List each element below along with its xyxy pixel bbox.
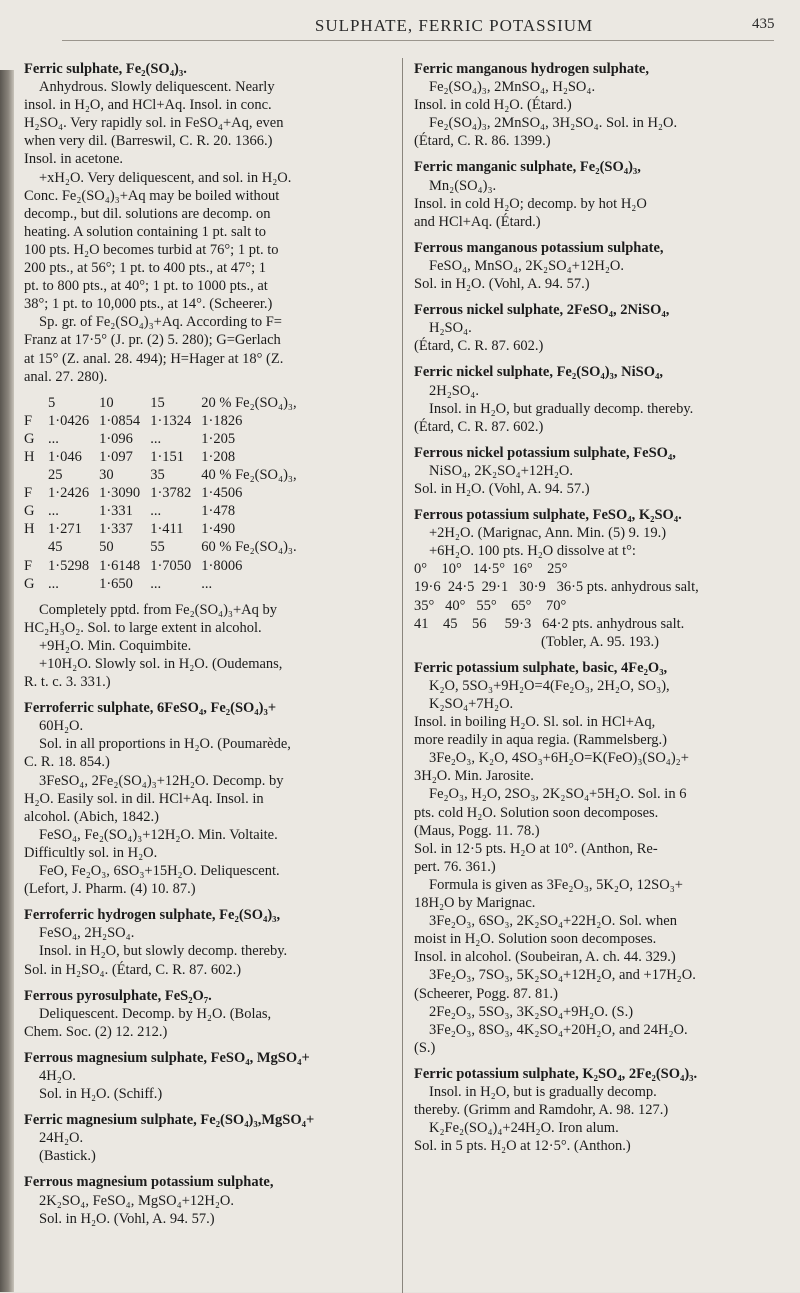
entry-text: (Scheerer, Pogg. 87. 81.): [414, 985, 558, 1002]
data-table: [24, 394, 307, 593]
entry-text: NiSO₄, 2K₂SO₄+12H₂O.: [429, 462, 574, 479]
table-cell: 1·096: [99, 430, 133, 447]
entry-text: pert. 76. 361.): [414, 858, 496, 875]
column-divider: [402, 58, 403, 1293]
table-cell: 1·331: [99, 503, 133, 520]
dictionary-entry: [414, 1065, 786, 1155]
entry-text: 3Fe₂O₃, 6SO₃, 2K₂SO₄+22H₂O. Sol. when: [429, 913, 677, 930]
entry-text: HC₂H₃O₂. Sol. to large extent in alcohol.: [24, 619, 262, 636]
specific-gravity-table: [24, 394, 396, 593]
table-cell: 50: [99, 539, 114, 556]
table-cell: ...: [150, 575, 162, 592]
entry-heading: Ferroferric sulphate, 6FeSO₄, Fe₂(SO₄)₃+: [24, 700, 277, 717]
entry-text: heating. A solution containing 1 pt. salt to: [24, 223, 267, 240]
entry-text: H₂SO₄. Very rapidly sol. in FeSO₄+Aq, even: [24, 115, 284, 132]
table-row: [24, 466, 307, 484]
entry-text: 3Fe₂O₃, 8SO₃, 4K₂SO₄+20H₂O, and 24H₂O.: [429, 1021, 688, 1038]
entry-heading: Ferroferric hydrogen sulphate, Fe₂(SO₄)₃,: [24, 907, 281, 924]
entry-text: 19·6 24·5 29·1 30·9 36·5 pts. anhydrous salt,: [414, 579, 699, 596]
table-cell: G: [24, 503, 35, 520]
table-cell: 1·490: [201, 521, 236, 538]
entry-text: (Tobler, A. 95. 193.): [540, 633, 659, 650]
page-binding-shadow: [0, 70, 14, 1292]
entry-text: 18H₂O by Marignac.: [414, 895, 536, 912]
entry-text: 38°; 1 pt. to 10,000 pts., at 14°. (Scheerer.): [24, 296, 273, 313]
table-row: [24, 520, 307, 538]
entry-text: FeSO₄, 2H₂SO₄.: [39, 925, 135, 942]
table-cell: 1·0426: [48, 412, 90, 429]
table-cell: 35: [150, 467, 165, 484]
entry-text: 3H₂O. Min. Jarosite.: [414, 768, 534, 785]
entry-text: K₂SO₄+7H₂O.: [429, 696, 514, 712]
table-cell: 20 % Fe₂(SO₄)₃,: [201, 394, 297, 411]
entry-text: Insol. in cold H₂O; decomp. by hot H₂O: [414, 195, 647, 212]
table-cell: 1·2426: [48, 485, 90, 502]
entry-text: 35° 40° 55° 65° 70°: [414, 597, 567, 614]
table-cell: 1·1324: [150, 412, 192, 429]
dictionary-entry: [414, 158, 786, 230]
table-cell: F: [24, 557, 33, 574]
entry-text: Difficultly sol. in H₂O.: [24, 844, 158, 861]
entry-text: Mn₂(SO₄)₃.: [429, 177, 497, 194]
entry-text: Insol. in H₂O, but is gradually decomp.: [429, 1083, 657, 1100]
entry-text: pt. to 800 pts., at 40°; 1 pt. to 1000 pts., at: [24, 278, 268, 295]
table-cell: 1·411: [150, 521, 184, 538]
table-cell: G: [24, 575, 35, 592]
dictionary-entry: [24, 60, 396, 386]
entry-text: +10H₂O. Slowly sol. in H₂O. (Oudemans,: [39, 656, 283, 672]
entry-heading: Ferric nickel sulphate, Fe₂(SO₄)₃, NiSO₄,: [414, 364, 663, 381]
table-cell: 1·097: [99, 448, 133, 465]
table-cell: 1·151: [150, 448, 185, 465]
dictionary-entry: [414, 659, 786, 1057]
entry-heading: Ferrous manganous potassium sulphate,: [414, 239, 664, 256]
entry-heading: Ferric manganic sulphate, Fe₂(SO₄)₃,: [414, 159, 641, 176]
header-rule: [62, 40, 774, 41]
entry-text: (Étard, C. R. 86. 1399.): [414, 133, 551, 150]
table-row: [24, 430, 307, 448]
table-cell: 1·8006: [201, 557, 243, 574]
entry-text: 24H₂O.: [39, 1130, 84, 1147]
table-cell: 1·337: [99, 521, 133, 538]
table-cell: 10: [99, 394, 114, 411]
entry-text: Deliquescent. Decomp. by H₂O. (Bolas,: [39, 1005, 272, 1022]
entry-text: 200 pts., at 56°; 1 pt. to 400 pts., at 47°; 1: [24, 260, 266, 277]
table-cell: 40 % Fe₂(SO₄)₃,: [201, 467, 297, 484]
entry-text: Conc. Fe₂(SO₄)₃+Aq may be boiled without: [24, 187, 280, 204]
entry-text: decomp., but dil. solutions are decomp. on: [24, 205, 271, 222]
entry-heading: Ferrous magnesium sulphate, FeSO₄, MgSO₄+: [24, 1049, 310, 1066]
table-row: [24, 412, 307, 430]
dictionary-entry: [24, 699, 396, 898]
entry-text: Insol. in cold H₂O. (Étard.): [414, 97, 572, 114]
entry-text: R. t. c. 3. 331.): [24, 674, 111, 691]
entry-text: FeO, Fe₂O₃, 6SO₃+15H₂O. Deliquescent.: [39, 863, 280, 880]
table-cell: 1·4506: [201, 485, 243, 502]
entry-text: +9H₂O. Min. Coquimbite.: [39, 637, 192, 654]
entry-text: 2H₂SO₄.: [429, 382, 479, 399]
entry-text: (Maus, Pogg. 11. 78.): [414, 822, 540, 839]
entry-text: (Lefort, J. Pharm. (4) 10. 87.): [24, 881, 196, 898]
entry-text: K₂Fe₂(SO₄)₄+24H₂O. Iron alum.: [429, 1120, 619, 1137]
table-row: [24, 448, 307, 466]
entry-text: 41 45 56 59·3 64·2 pts. anhydrous salt.: [414, 615, 685, 632]
table-cell: [24, 394, 48, 412]
entry-text: Insol. in acetone.: [24, 151, 124, 168]
table-cell: 1·0854: [99, 412, 141, 429]
entry-text: Insol. in boiling H₂O. Sl. sol. in HCl+Aq,: [414, 714, 656, 731]
entry-text: FeSO₄, MnSO₄, 2K₂SO₄+12H₂O.: [429, 257, 624, 274]
entry-text: Sol. in H₂O. (Vohl, A. 94. 57.): [39, 1210, 215, 1227]
entry-text: and HCl+Aq. (Étard.): [414, 213, 541, 230]
entry-heading: Ferrous pyrosulphate, FeS₂O₇.: [24, 987, 212, 1004]
table-cell: 1·1826: [201, 412, 243, 429]
table-cell: 55: [150, 539, 165, 556]
dictionary-entry: [414, 444, 786, 498]
running-header: SULPHATE, FERRIC POTASSIUM: [314, 16, 594, 35]
entry-text: 60H₂O.: [39, 718, 84, 735]
right-column: [414, 60, 786, 1163]
entry-text: Insol. in H₂O, but gradually decomp. thereby.: [429, 400, 694, 417]
table-cell: 25: [48, 467, 63, 484]
entry-text: Sol. in 12·5 pts. H₂O at 10°. (Anthon, Re-: [414, 840, 658, 857]
table-cell: ...: [150, 430, 162, 447]
entry-heading: Ferrous magnesium potassium sulphate,: [24, 1174, 274, 1191]
entry-text: +2H₂O. (Marignac, Ann. Min. (5) 9. 19.): [429, 525, 667, 542]
dictionary-entry: [24, 601, 396, 691]
entry-text: 3Fe₂O₃, 7SO₃, 5K₂SO₄+12H₂O, and +17H₂O.: [429, 967, 696, 984]
entry-text: Formula is given as 3Fe₂O₃, 5K₂O, 12SO₃+: [429, 876, 683, 893]
entry-text: H₂SO₄.: [429, 320, 472, 337]
table-cell: G: [24, 430, 35, 447]
table-cell: F: [24, 412, 33, 429]
entry-text: (Étard, C. R. 87. 602.): [414, 338, 544, 355]
table-cell: [24, 466, 48, 484]
entry-text: 3FeSO₄, 2Fe₂(SO₄)₃+12H₂O. Decomp. by: [39, 772, 284, 789]
entry-text: 3Fe₂O₃, K₂O, 4SO₃+6H₂O=K(FeO)₃(SO₄)₂+: [429, 750, 689, 767]
table-cell: 60 % Fe₂(SO₄)₃.: [201, 539, 297, 556]
entry-text: Insol. in alcohol. (Soubeiran, A. ch. 44. 329.): [414, 949, 676, 966]
dictionary-entry: [414, 60, 786, 150]
entry-text: at 15° (Z. anal. 28. 494); H=Hager at 18° (Z.: [24, 350, 284, 367]
dictionary-entry: [24, 1173, 396, 1227]
entry-text: Sol. in H₂SO₄. (Étard, C. R. 87. 602.): [24, 961, 242, 978]
entry-text: (S.): [414, 1039, 436, 1056]
table-cell: [24, 538, 48, 556]
entry-heading: Ferric potassium sulphate, K₂SO₄, 2Fe₂(SO₄)₃.: [414, 1065, 698, 1082]
table-cell: 1·046: [48, 448, 82, 465]
entry-text: K₂O, 5SO₃+9H₂O=4(Fe₂O₃, 2H₂O, SO₃),: [429, 677, 670, 694]
dictionary-entry: [24, 987, 396, 1041]
entry-heading: Ferric sulphate, Fe₂(SO₄)₃.: [24, 61, 187, 77]
table-cell: 1·208: [201, 448, 236, 465]
table-cell: 1·5298: [48, 557, 90, 574]
entry-text: Sol. in 5 pts. H₂O at 12·5°. (Anthon.): [414, 1138, 631, 1155]
entry-text: Completely pptd. from Fe₂(SO₄)₃+Aq by: [39, 601, 278, 618]
entry-text: 4H₂O.: [39, 1067, 76, 1084]
entry-heading: Ferrous nickel sulphate, 2FeSO₄, 2NiSO₄,: [414, 302, 670, 319]
table-cell: 1·205: [201, 430, 236, 447]
entry-heading: Ferric magnesium sulphate, Fe₂(SO₄)₃,MgSO₄+: [24, 1112, 315, 1129]
table-cell: 1·3090: [99, 485, 141, 502]
table-row: [24, 502, 307, 520]
entry-text: +xH₂O. Very deliquescent, and sol. in H₂O.: [39, 169, 292, 186]
left-column: [24, 60, 396, 1236]
entry-text: insol. in H₂O, and HCl+Aq. Insol. in conc.: [24, 97, 272, 114]
table-cell: H: [24, 521, 35, 538]
entry-text: FeSO₄, Fe₂(SO₄)₃+12H₂O. Min. Voltaite.: [39, 826, 278, 843]
entry-text: +6H₂O. 100 pts. H₂O dissolve at t°:: [429, 543, 636, 560]
entry-text: Anhydrous. Slowly deliquescent. Nearly: [39, 79, 275, 96]
entry-heading: Ferrous nickel potassium sulphate, FeSO₄,: [414, 444, 676, 461]
entry-text: moist in H₂O. Solution soon decomposes.: [414, 931, 657, 948]
entry-text: 2K₂SO₄, FeSO₄, MgSO₄+12H₂O.: [39, 1192, 234, 1209]
table-cell: 5: [48, 394, 56, 411]
dictionary-entry: [24, 1111, 396, 1165]
page-number: 435: [752, 16, 775, 32]
entry-heading: Ferric potassium sulphate, basic, 4Fe₂O₃,: [414, 659, 668, 676]
entry-text: pts. cold H₂O. Solution soon decomposes.: [414, 804, 659, 821]
dictionary-entry: [414, 506, 786, 651]
table-cell: 1·3782: [150, 485, 192, 502]
entry-text: Fe₂(SO₄)₃, 2MnSO₄, H₂SO₄.: [429, 79, 596, 96]
dictionary-entry: [414, 363, 786, 435]
table-row: [24, 538, 307, 556]
dictionary-entry: [414, 239, 786, 293]
table-row: [24, 557, 307, 575]
table-cell: 1·6148: [99, 557, 141, 574]
entry-text: Fe₂O₃, H₂O, 2SO₃, 2K₂SO₄+5H₂O. Sol. in 6: [429, 786, 687, 803]
table-row: [24, 575, 307, 593]
table-cell: 30: [99, 467, 114, 484]
table-cell: ...: [48, 575, 59, 592]
table-cell: H: [24, 448, 35, 465]
table-cell: 15: [150, 394, 165, 411]
entry-text: 100 pts. H₂O becomes turbid at 76°; 1 pt. to: [24, 241, 279, 258]
entry-text: alcohol. (Abich, 1842.): [24, 808, 159, 825]
dictionary-entry: [414, 301, 786, 355]
entry-text: 2Fe₂O₃, 5SO₃, 3K₂SO₄+9H₂O. (S.): [429, 1003, 634, 1020]
entry-text: anal. 27. 280).: [24, 368, 108, 385]
entry-text: Sol. in H₂O. (Vohl, A. 94. 57.): [414, 276, 590, 293]
entry-text: Franz at 17·5° (J. pr. (2) 5. 280); G=Gerlach: [24, 332, 281, 349]
entry-heading: Ferrous potassium sulphate, FeSO₄, K₂SO₄.: [414, 507, 682, 524]
table-cell: ...: [48, 430, 59, 447]
entry-text: C. R. 18. 854.): [24, 754, 110, 771]
table-row: [24, 394, 307, 412]
table-cell: 1·478: [201, 503, 236, 520]
table-cell: ...: [48, 503, 59, 520]
entry-text: Sol. in H₂O. (Vohl, A. 94. 57.): [414, 480, 590, 497]
entry-text: 0° 10° 14·5° 16° 25°: [414, 561, 568, 578]
table-row: [24, 484, 307, 502]
table-cell: 1·650: [99, 575, 133, 592]
entry-heading: Ferric manganous hydrogen sulphate,: [414, 61, 649, 77]
dictionary-entry: [24, 1049, 396, 1103]
entry-text: (Étard, C. R. 87. 602.): [414, 418, 544, 435]
entry-text: Fe₂(SO₄)₃, 2MnSO₄, 3H₂SO₄. Sol. in H₂O.: [429, 115, 678, 132]
entry-text: Chem. Soc. (2) 12. 212.): [24, 1023, 168, 1040]
entry-text: thereby. (Grimm and Ramdohr, A. 98. 127.): [414, 1102, 669, 1119]
entry-text: H₂O. Easily sol. in dil. HCl+Aq. Insol. in: [24, 790, 264, 807]
table-cell: 1·271: [48, 521, 82, 538]
table-cell: F: [24, 485, 33, 502]
table-cell: ...: [201, 575, 213, 592]
entry-text: Insol. in H₂O, but slowly decomp. thereby.: [39, 943, 288, 960]
entry-text: when very dil. (Barreswil, C. R. 20. 1366.): [24, 133, 273, 150]
entry-text: (Bastick.): [39, 1148, 96, 1165]
entry-text: Sol. in all proportions in H₂O. (Poumarède,: [39, 736, 291, 753]
entry-text: Sp. gr. of Fe₂(SO₄)₃+Aq. According to F=: [39, 314, 282, 331]
table-cell: 45: [48, 539, 63, 556]
table-cell: ...: [150, 503, 162, 520]
entry-text: more readily in aqua regia. (Rammelsberg.): [414, 732, 667, 749]
entry-text: Sol. in H₂O. (Schiff.): [39, 1086, 163, 1103]
table-cell: 1·7050: [150, 557, 192, 574]
dictionary-entry: [24, 906, 396, 978]
